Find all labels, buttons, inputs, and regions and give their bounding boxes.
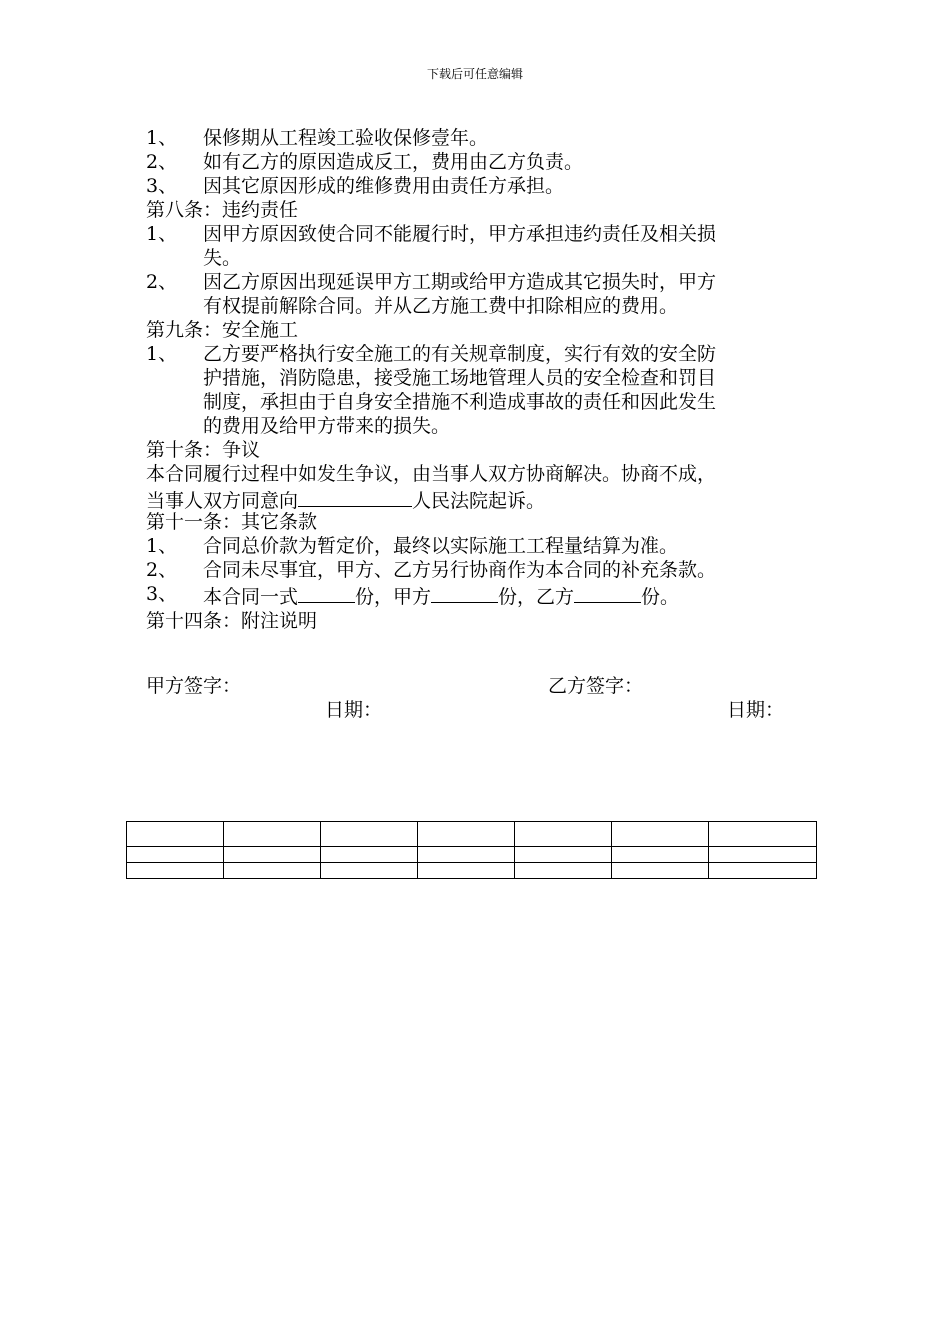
item-text: 因乙方原因出现延误甲方工期或给甲方造成其它损失时，甲方 xyxy=(203,271,717,293)
table-cell xyxy=(515,847,612,863)
party-b-signature-label: 乙方签字： xyxy=(548,675,644,697)
list-item xyxy=(146,222,826,270)
copies-party-a-blank xyxy=(431,582,498,603)
table-cell xyxy=(127,822,224,847)
blank-grid-table xyxy=(126,821,817,879)
section-heading: 第十条：争议 xyxy=(146,439,261,461)
table-cell xyxy=(224,822,321,847)
item-number: 1、 xyxy=(146,223,178,245)
list-item xyxy=(146,174,826,198)
item-number: 3、 xyxy=(146,583,178,605)
item-text: 的费用及给甲方带来的损失。 xyxy=(203,415,451,437)
paragraph-line: 当事人双方同意向 人民法院起诉。 xyxy=(146,486,826,510)
table-cell xyxy=(612,822,709,847)
table-cell xyxy=(709,847,817,863)
table-row xyxy=(127,847,817,863)
item-number: 3、 xyxy=(146,175,178,197)
table-cell xyxy=(418,863,515,879)
table-cell xyxy=(224,847,321,863)
list-item xyxy=(146,534,826,558)
section-heading: 第九条：安全施工 xyxy=(146,319,299,341)
table-cell xyxy=(418,847,515,863)
contract-body xyxy=(146,126,826,633)
item-text: 合同未尽事宜，甲方、乙方另行协商作为本合同的补充条款。 xyxy=(203,559,717,581)
table-cell xyxy=(515,863,612,879)
paragraph-line: 本合同履行过程中如发生争议，由当事人双方协商解决。协商不成， xyxy=(146,463,717,485)
copies-party-b-blank xyxy=(574,582,641,603)
party-b-date-label: 日期： xyxy=(727,699,785,721)
item-text: 合同总价款为暂定价，最终以实际施工工程量结算为准。 xyxy=(203,535,679,557)
item-text: 如有乙方的原因造成反工，费用由乙方负责。 xyxy=(203,151,584,173)
item-text: 因其它原因形成的维修费用由责任方承担。 xyxy=(203,175,565,197)
table-cell xyxy=(612,863,709,879)
item-number: 2、 xyxy=(146,559,178,581)
table-cell xyxy=(321,822,418,847)
item-text: 护措施，消防隐患，接受施工场地管理人员的安全检查和罚目 xyxy=(203,367,717,389)
item-text: 因甲方原因致使合同不能履行时，甲方承担违约责任及相关损 xyxy=(203,223,717,245)
item-number: 2、 xyxy=(146,271,178,293)
item-number: 2、 xyxy=(146,151,178,173)
table-cell xyxy=(418,822,515,847)
table-row xyxy=(127,822,817,847)
table-cell xyxy=(612,847,709,863)
list-item xyxy=(146,558,826,582)
item-text: 失。 xyxy=(203,247,242,269)
table-cell xyxy=(709,822,817,847)
court-blank xyxy=(298,486,412,507)
table-cell xyxy=(515,822,612,847)
section-heading: 第十一条：其它条款 xyxy=(146,511,318,533)
table-cell xyxy=(321,863,418,879)
table-cell xyxy=(321,847,418,863)
page-header: 下载后可任意编辑 xyxy=(426,67,523,81)
item-number: 1、 xyxy=(146,127,178,149)
party-a-date-label: 日期： xyxy=(325,699,383,721)
list-item xyxy=(146,150,826,174)
table-cell xyxy=(224,863,321,879)
list-item xyxy=(146,126,826,150)
copies-total-blank xyxy=(298,582,355,603)
table-cell xyxy=(127,847,224,863)
table-row xyxy=(127,863,817,879)
item-text: 保修期从工程竣工验收保修壹年。 xyxy=(203,127,489,149)
item-text: 本合同一式 份，甲方 份，乙方 份。 xyxy=(203,582,826,609)
item-text: 乙方要严格执行安全施工的有关规章制度，实行有效的安全防 xyxy=(203,343,717,365)
section-heading: 第十四条：附注说明 xyxy=(146,610,318,632)
list-item xyxy=(146,582,826,609)
section-heading: 第八条：违约责任 xyxy=(146,199,299,221)
party-a-signature-label: 甲方签字： xyxy=(146,675,242,697)
item-text: 有权提前解除合同。并从乙方施工费中扣除相应的费用。 xyxy=(203,295,679,317)
table-cell xyxy=(709,863,817,879)
list-item xyxy=(146,270,826,318)
list-item xyxy=(146,342,826,438)
item-number: 1、 xyxy=(146,535,178,557)
item-number: 1、 xyxy=(146,343,178,365)
item-text: 制度，承担由于自身安全措施不利造成事故的责任和因此发生 xyxy=(203,391,717,413)
table-cell xyxy=(127,863,224,879)
